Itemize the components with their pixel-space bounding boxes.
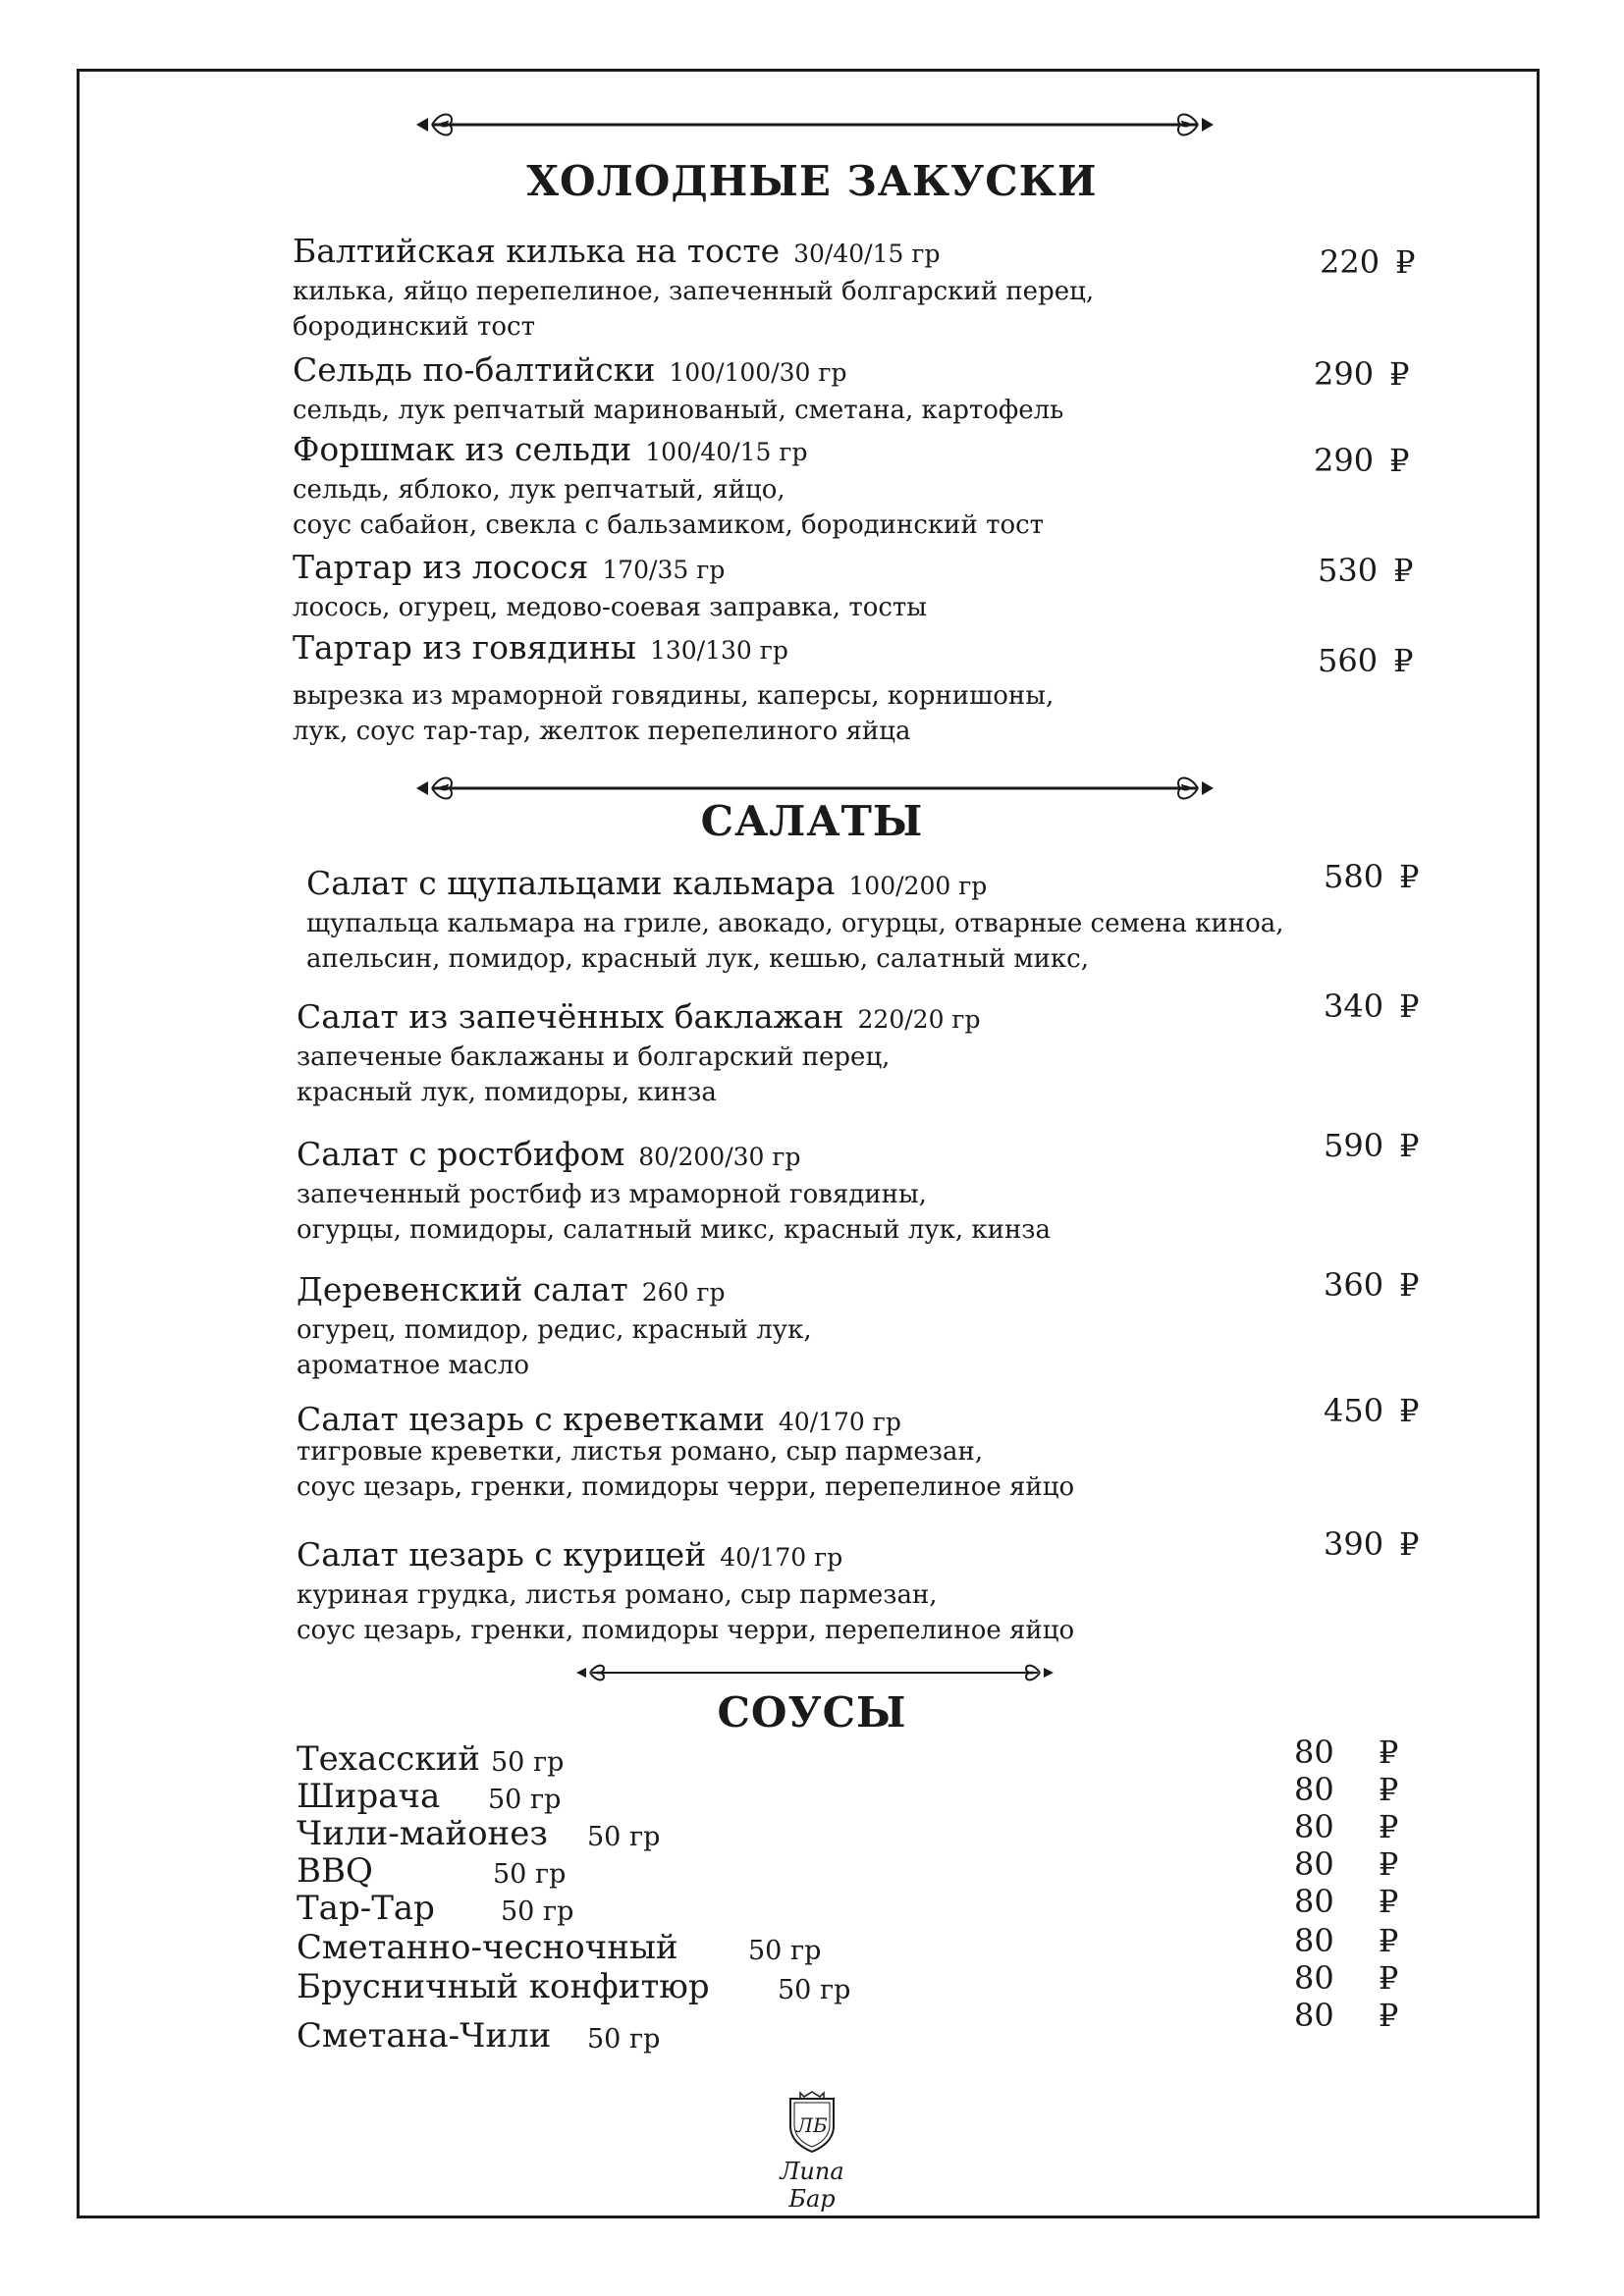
- logo-monogram: ЛБ: [796, 2113, 828, 2137]
- sauce-price: 80: [1294, 1922, 1334, 1959]
- item-description: сельдь, лук репчатый маринованый, сметана, картофель: [293, 396, 1064, 425]
- item-name: Форшмак из сельди: [293, 430, 632, 468]
- sauce-price: 80: [1294, 1808, 1334, 1845]
- item-price: 530 ₽: [1318, 552, 1414, 589]
- currency-sign: ₽: [1379, 1808, 1399, 1845]
- item-price: 390 ₽: [1324, 1525, 1420, 1563]
- section-title-cold: ХОЛОДНЫЕ ЗАКУСКИ: [526, 157, 1098, 205]
- item-name: Деревенский салат: [297, 1270, 628, 1308]
- fleur-de-lis-divider-icon: [574, 1659, 1056, 1686]
- item-weight: 40/170 гр: [720, 1543, 843, 1572]
- item-description: килька, яйцо перепелиное, запеченный болгарский перец,: [293, 277, 1095, 306]
- sauce-price: 80: [1294, 1959, 1334, 1997]
- item-name: Салат из запечённых баклажан: [297, 997, 844, 1036]
- restaurant-logo: [773, 2091, 851, 2213]
- item-name: Салат цезарь с креветками: [297, 1400, 765, 1438]
- sauce-price: 80: [1294, 1734, 1334, 1771]
- item-name: Салат с ростбифом: [297, 1135, 625, 1173]
- sauce-weight: 50 гр: [488, 1785, 562, 1815]
- item-description: лук, соус тар-тар, желток перепелиного яйца: [293, 717, 911, 746]
- sauce-name: Сметана-Чили: [297, 2016, 552, 2056]
- sauce-weight: 50 гр: [501, 1896, 574, 1927]
- sauce-price: 80: [1294, 1997, 1334, 2034]
- list-item: [297, 1535, 1074, 1648]
- currency-sign: ₽: [1379, 1734, 1399, 1771]
- item-name: Сельдь по-балтийски: [293, 350, 656, 389]
- fleur-de-lis-divider-icon: [412, 106, 1218, 143]
- item-weight: 100/100/30 гр: [669, 358, 847, 387]
- item-weight: 30/40/15 гр: [793, 240, 941, 268]
- item-price: 360 ₽: [1324, 1266, 1420, 1304]
- sauce-price: 80: [1294, 1845, 1334, 1883]
- list-item: [306, 864, 1284, 977]
- list-item: [297, 1400, 1074, 1505]
- item-description: лосось, огурец, медово-соевая заправка, тосты: [293, 593, 927, 622]
- list-item: [293, 628, 1054, 749]
- sauce-weight: 50 гр: [587, 1822, 661, 1852]
- item-description: апельсин, помидор, красный лук, кешью, салатный микс,: [306, 944, 1090, 974]
- list-item: [297, 997, 981, 1110]
- logo-text: Липа Бар: [780, 2158, 844, 2213]
- sauce-name: Сметанно-чесночный: [297, 1928, 678, 1967]
- currency-sign: ₽: [1379, 1883, 1399, 1920]
- item-name: Салат цезарь с курицей: [297, 1535, 707, 1574]
- item-name: Салат с щупальцами кальмара: [306, 864, 836, 902]
- section-title-salads: САЛАТЫ: [700, 797, 924, 845]
- item-description: тигровые креветки, листья романо, сыр пармезан,: [297, 1437, 984, 1467]
- sauce-name: Чили-майонез: [297, 1814, 548, 1853]
- sauce-name: Тар-Тар: [297, 1889, 435, 1928]
- item-description: щупальца кальмара на гриле, авокадо, огурцы, отварные семена киноа,: [306, 909, 1284, 938]
- sauce-weight: 50 гр: [748, 1936, 822, 1966]
- item-description: соус сабайон, свекла с бальзамиком, бородинский тост: [293, 510, 1045, 540]
- item-description: красный лук, помидоры, кинза: [297, 1078, 717, 1107]
- item-description: огурцы, помидоры, салатный микс, красный лук, кинза: [297, 1215, 1051, 1245]
- sauce-name: BBQ: [297, 1851, 373, 1891]
- item-price: 340 ₽: [1324, 988, 1420, 1025]
- item-description: соус цезарь, гренки, помидоры черри, перепелиное яйцо: [297, 1616, 1075, 1645]
- sauce-weight: 50 гр: [587, 2024, 661, 2055]
- item-name: Тартар из говядины: [293, 628, 636, 667]
- currency-sign: ₽: [1379, 1922, 1399, 1959]
- item-description: вырезка из мраморной говядины, каперсы, корнишоны,: [293, 681, 1055, 711]
- item-description: огурец, помидор, редис, красный лук,: [297, 1315, 812, 1345]
- item-price: 450 ₽: [1324, 1392, 1420, 1429]
- crest-logo-icon: [783, 2091, 841, 2156]
- item-name: Тартар из лосося: [293, 548, 589, 586]
- sauce-name: Ширача: [297, 1777, 441, 1816]
- sauce-weight: 50 гр: [491, 1747, 565, 1778]
- item-price: 290 ₽: [1314, 355, 1410, 393]
- item-description: соус цезарь, гренки, помидоры черри, перепелиное яйцо: [297, 1472, 1075, 1502]
- sauce-price: 80: [1294, 1883, 1334, 1920]
- item-price: 220 ₽: [1320, 243, 1416, 281]
- item-price: 290 ₽: [1314, 442, 1410, 479]
- sauce-weight: 50 гр: [493, 1859, 567, 1890]
- list-item: [293, 350, 1063, 428]
- item-weight: 100/200 гр: [848, 872, 988, 900]
- currency-sign: ₽: [1379, 1997, 1399, 2034]
- item-description: запеченые баклажаны и болгарский перец,: [297, 1042, 891, 1072]
- item-weight: 220/20 гр: [857, 1005, 981, 1034]
- currency-sign: ₽: [1379, 1845, 1399, 1883]
- item-description: куриная грудка, листья романо, сыр пармезан,: [297, 1580, 938, 1610]
- currency-sign: ₽: [1379, 1771, 1399, 1808]
- sauce-price: 80: [1294, 1771, 1334, 1808]
- item-weight: 40/170 гр: [778, 1408, 901, 1436]
- list-item: [293, 548, 927, 625]
- item-weight: 170/35 гр: [602, 556, 726, 584]
- item-price: 580 ₽: [1324, 858, 1420, 895]
- sauce-name: Техасский: [297, 1739, 480, 1779]
- item-description: сельдь, яблоко, лук репчатый, яйцо,: [293, 475, 785, 505]
- item-price: 590 ₽: [1324, 1127, 1420, 1164]
- item-weight: 80/200/30 гр: [638, 1143, 801, 1171]
- item-description: бородинский тост: [293, 312, 535, 342]
- sauce-name: Брусничный конфитюр: [297, 1967, 710, 2006]
- list-item: [293, 430, 1044, 543]
- item-name: Балтийская килька на тосте: [293, 232, 781, 270]
- item-weight: 260 гр: [641, 1278, 726, 1307]
- item-price: 560 ₽: [1318, 642, 1414, 679]
- item-description: ароматное масло: [297, 1351, 529, 1380]
- item-weight: 130/130 гр: [649, 636, 788, 665]
- list-item: [293, 232, 1094, 345]
- list-item: [297, 1270, 812, 1383]
- item-weight: 100/40/15 гр: [645, 438, 808, 466]
- currency-sign: ₽: [1379, 1959, 1399, 1997]
- list-item: [297, 1135, 1051, 1248]
- sauce-weight: 50 гр: [778, 1975, 851, 2005]
- section-title-sauces: СОУСЫ: [717, 1688, 907, 1736]
- item-description: запеченный ростбиф из мраморной говядины,: [297, 1180, 927, 1209]
